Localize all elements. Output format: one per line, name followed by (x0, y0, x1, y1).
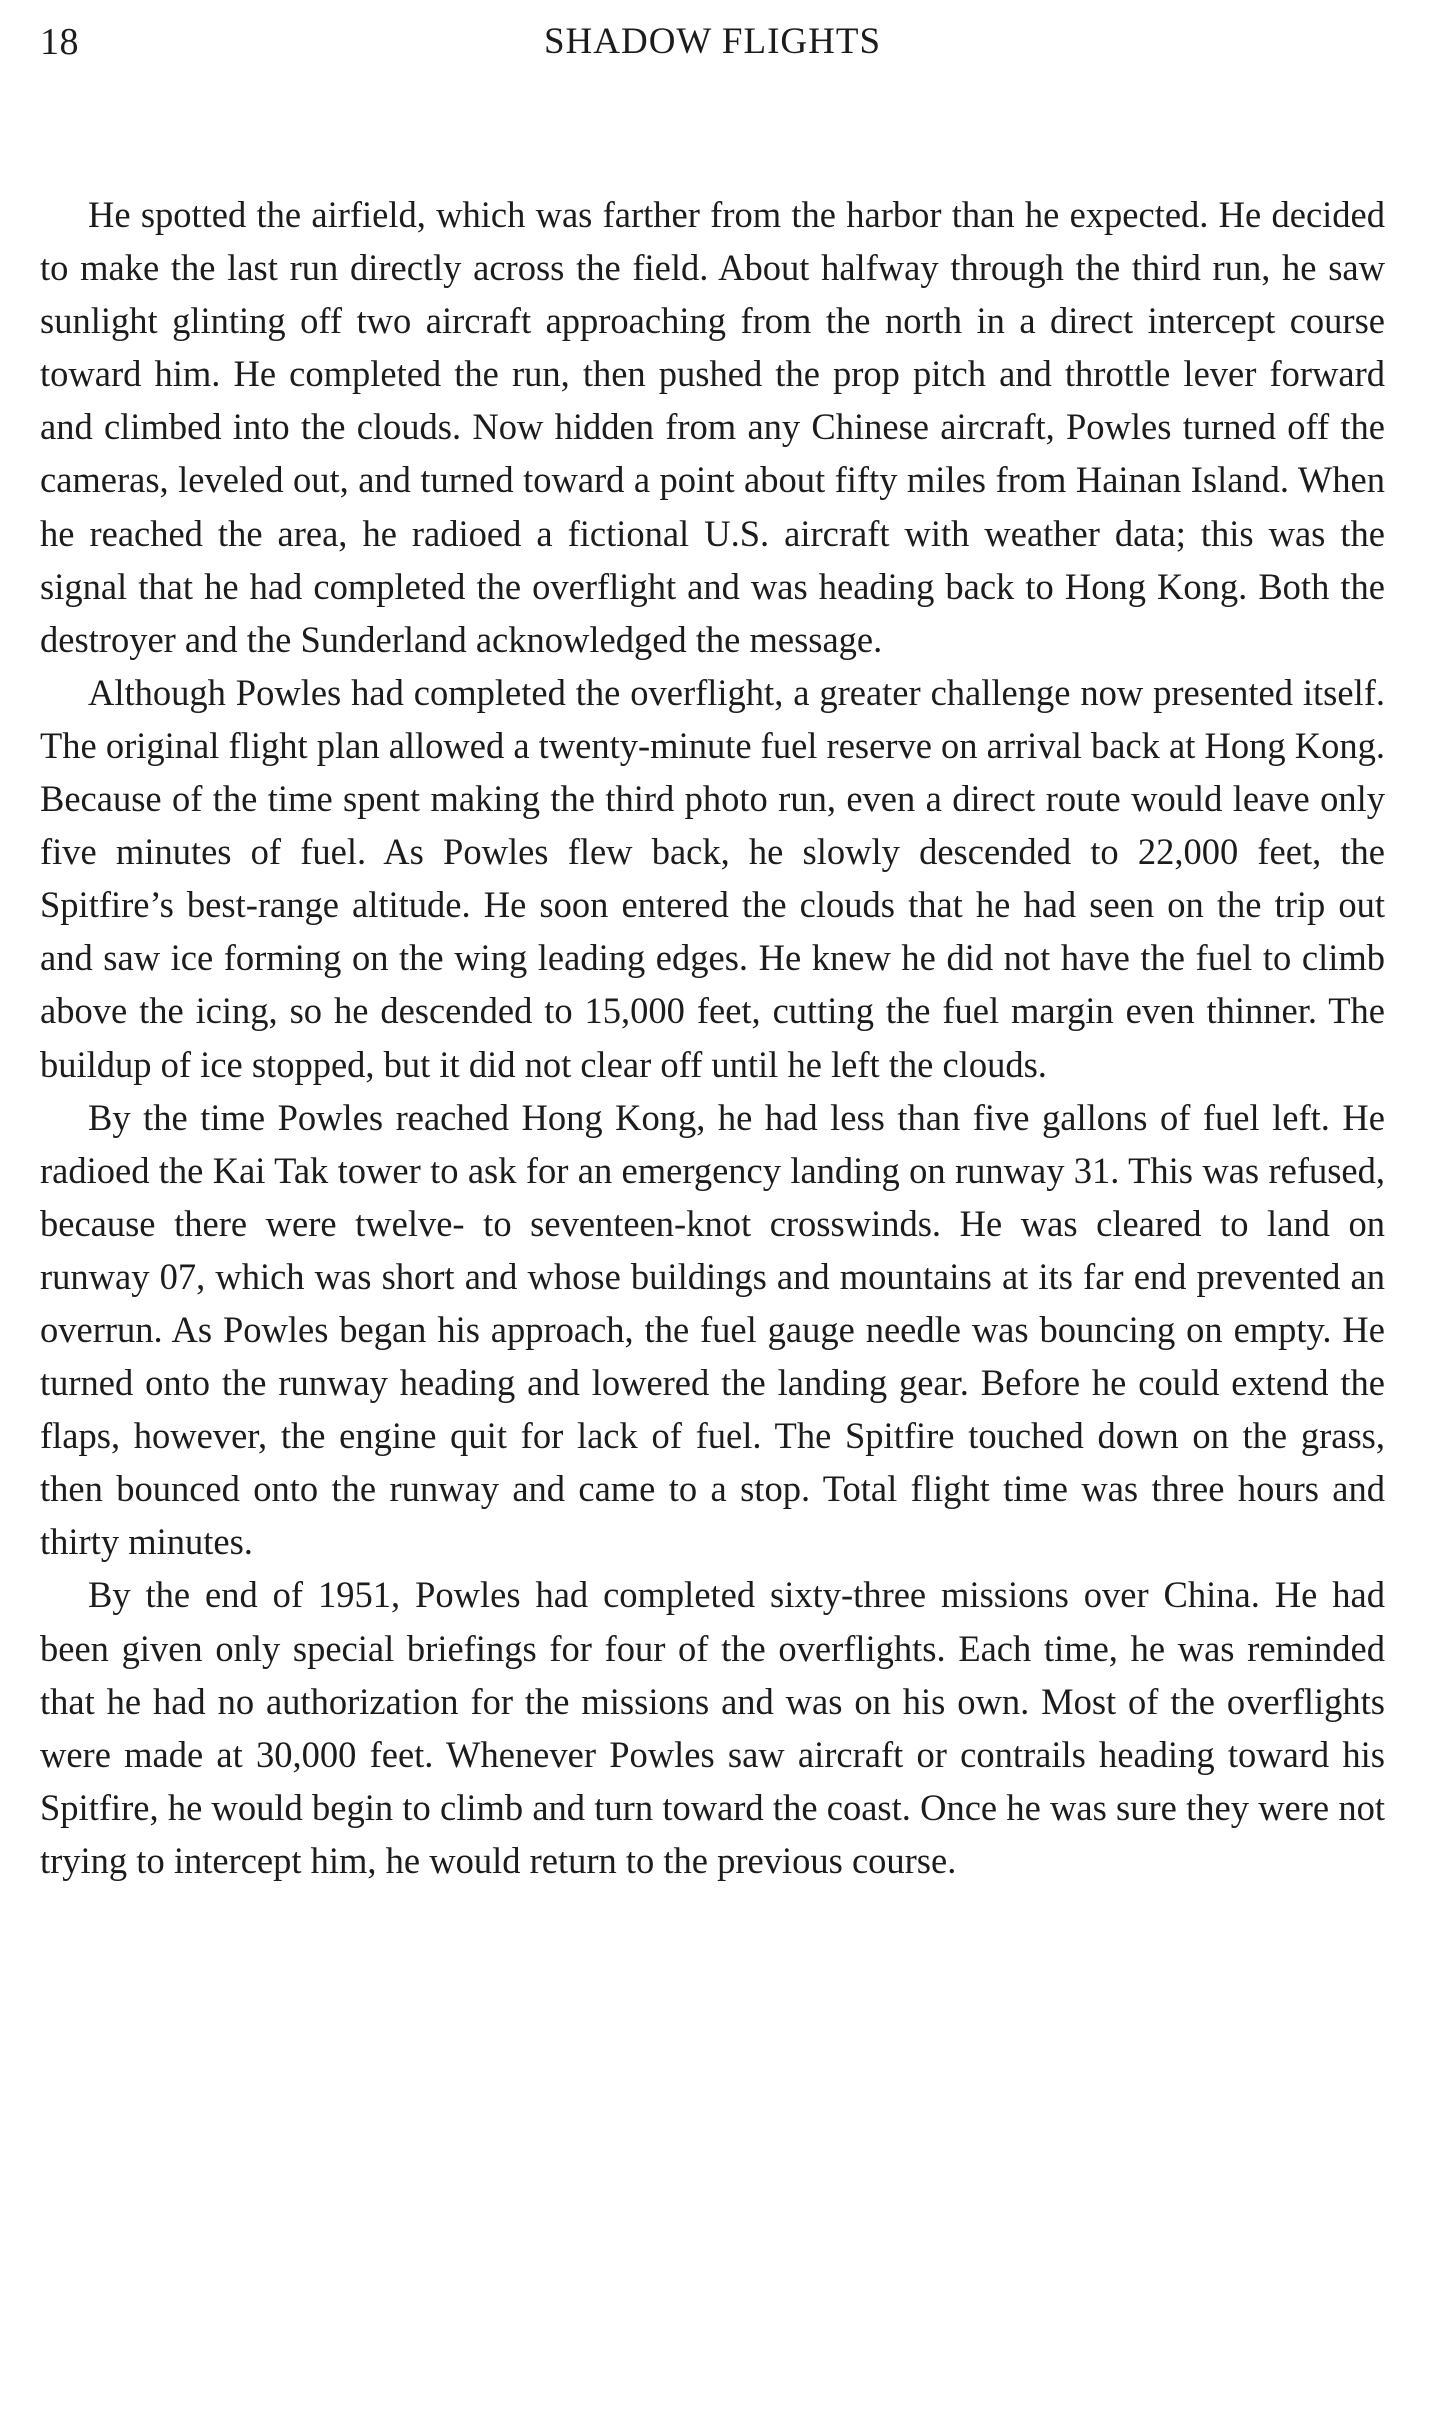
running-head: SHADOW FLIGHTS (543, 21, 882, 62)
body-text (40, 188, 1385, 1887)
page-header (40, 20, 1385, 80)
paragraph: By the time Powles reached Hong Kong, he had less than five gallons of fuel left. He radioed the Kai Tak tower to ask for an emergency landing on runway 31. This was refused, because there were twelve- to seventeen-knot crosswinds. He was cleared to land on runway 07, which was short and whose buildings and mountains at its far end prevented an overrun. As Powles began his approach, the fuel gauge needle was bouncing on empty. He turned onto the runway heading and lowered the landing gear. Before he could extend the flaps, however, the engine quit for lack of fuel. The Spitfire touched down on the grass, then bounced onto the runway and came to a stop. Total flight time was three hours and thirty minutes. (40, 1096, 1385, 1563)
paragraph: He spotted the airfield, which was farther from the harbor than he expected. He decided to make the last run directly across the field. About halfway through the third run, he saw sunlight glinting off two aircraft approaching from the north in a direct intercept course toward him. He completed the run, then pushed the prop pitch and throttle lever forward and climbed into the clouds. Now hidden from any Chinese aircraft, Powles turned off the cameras, leveled out, and turned toward a point about fifty miles from Hainan Island. When he reached the area, he radioed a fictional U.S. aircraft with weather data; this was the signal that he had completed the overflight and was heading back to Hong Kong. Both the destroyer and the Sunderland acknowledged the message. (40, 194, 1385, 660)
page-number: 18 (40, 21, 79, 63)
paragraph: Although Powles had completed the overflight, a greater challenge now presented itself. The original flight plan allowed a twenty-minute fuel reserve on arrival back at Hong Kong. Because of the time spent making the third photo run, even a direct route would leave only five minutes of fuel. As Powles flew back, he slowly descended to 22,000 feet, the Spitfire’s best-range altitude. He soon entered the clouds that he had seen on the trip out and saw ice forming on the wing leading edges. He knew he did not have the fuel to climb above the icing, so he descended to 15,000 feet, cutting the fuel margin even thinner. The buildup of ice stopped, but it did not clear off until he left the clouds. (40, 671, 1385, 1085)
paragraph: By the end of 1951, Powles had completed sixty-three missions over China. He had been given only special briefings for four of the overflights. Each time, he was reminded that he had no authorization for the missions and was on his own. Most of the overflights were made at 30,000 feet. Whenever Powles saw aircraft or contrails heading toward his Spitfire, he would begin to climb and turn toward the coast. Once he was sure they were not trying to intercept him, he would return to the previous course. (40, 1574, 1385, 1881)
